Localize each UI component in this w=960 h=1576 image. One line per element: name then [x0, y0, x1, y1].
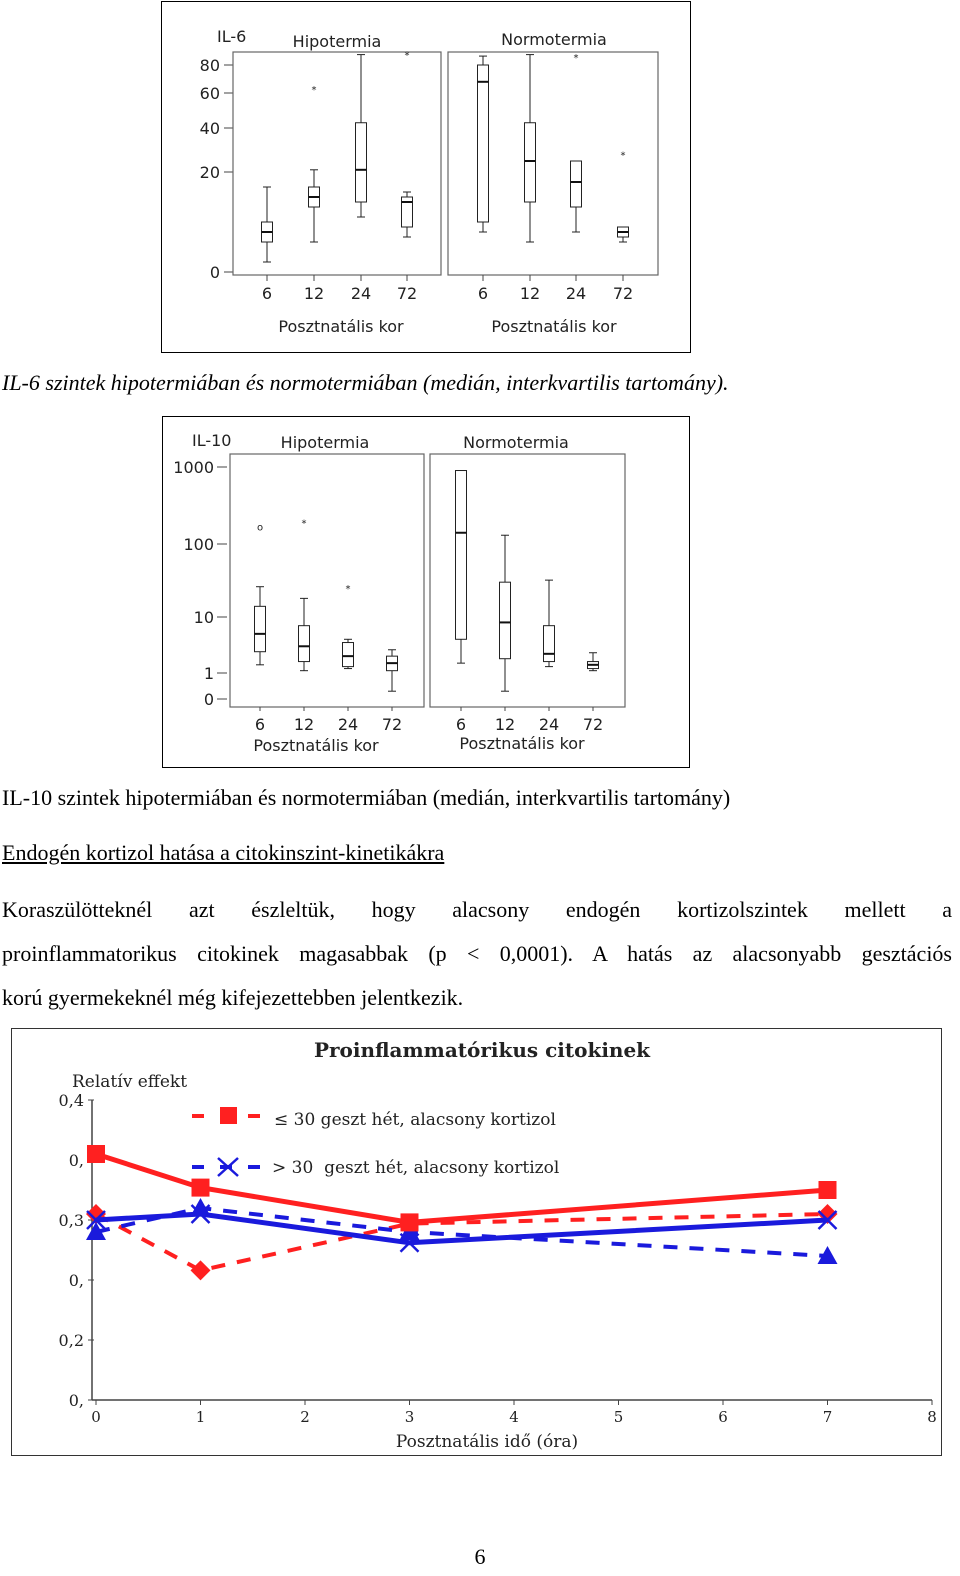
il6-y-axis: [200, 56, 233, 282]
chart-y-tick-label: 0,: [68, 1271, 84, 1290]
legend-square-red: [220, 1107, 237, 1124]
il10-normo-xlabel: Posztnatális kor: [459, 734, 585, 753]
il10-x-tick-label: 12: [494, 715, 516, 734]
il10-x-tick-label: 72: [381, 715, 403, 734]
chart-x-tick-label: 2: [300, 1408, 310, 1426]
il6-x-tick-label: 24: [565, 284, 587, 303]
chart-x-tick-label: 7: [822, 1408, 833, 1426]
il10-hipo-outlier: o: [256, 522, 264, 534]
il6-hipo-outlier: *: [311, 84, 317, 96]
il10-x-tick-label: 24: [337, 715, 359, 734]
il6-x-ticks: [262, 275, 633, 303]
legend-symbol-blue-x: [192, 1158, 264, 1176]
chart-y-tick-label: 0,4: [58, 1091, 84, 1110]
il10-y-axis: [173, 458, 227, 709]
il6-y-tick-label: 80: [199, 56, 220, 75]
paragraph-line-1: Koraszülötteknél azt észleltük, hogy alacsony endogén kortizolszintek mellett a: [2, 897, 952, 922]
il10-x-tick-label: 6: [455, 715, 467, 734]
il10-hipo-box: [343, 643, 354, 667]
series-marker-0: [87, 1145, 105, 1163]
il10-y-tick-label: 100: [183, 535, 214, 554]
il10-hipo-outlier: *: [345, 583, 351, 595]
chart-x-tick-label: 4: [509, 1408, 519, 1426]
chart-y-tick-label: 0,: [68, 1391, 84, 1410]
il6-x-tick-label: 6: [261, 284, 273, 303]
cytokine-line-chart: [11, 1028, 942, 1456]
il10-hipo-xlabel: Posztnatális kor: [253, 736, 379, 755]
legend-symbol-red-square: [192, 1107, 264, 1124]
il6-normo-box: [478, 65, 489, 222]
paragraph-line-2: proinflammatorikus citokinek magasabbak (p < 0,0001). A hatás az alacsonyabb gesztációs: [2, 941, 952, 966]
il6-boxplot-svg: [162, 2, 692, 354]
series-marker-0: [401, 1213, 419, 1231]
chart-x-tick-label: 1: [195, 1408, 206, 1426]
il6-y-tick-label: 60: [199, 84, 220, 103]
legend-label-gt30: > 30 geszt hét, alacsony kortizol: [272, 1158, 560, 1178]
il10-normo-box: [456, 471, 467, 640]
il6-x-tick-label: 72: [612, 284, 634, 303]
il10-x-tick-label: 72: [582, 715, 604, 734]
il6-normo-box: [525, 123, 536, 202]
il6-normo-boxes: [478, 53, 629, 242]
chart-x-tick-label: 5: [613, 1408, 624, 1426]
il10-normo-boxes: [456, 471, 599, 692]
il6-x-tick-label: 24: [350, 284, 372, 303]
il6-y-tick-label: 20: [199, 163, 220, 182]
il6-x-tick-label: 6: [477, 284, 489, 303]
il10-y-label: IL-10: [192, 431, 232, 450]
il6-x-tick-label: 12: [303, 284, 325, 303]
chart-title: Proinflammatórikus citokinek: [313, 1038, 651, 1062]
chart-xlabel: Posztnatális idő (óra): [395, 1432, 579, 1452]
il10-hipo-box: [255, 606, 266, 651]
il6-normo-outlier: *: [573, 52, 579, 64]
chart-x-tick-label: 8: [927, 1408, 937, 1426]
il10-hipo-box: [299, 626, 310, 662]
il10-x-ticks: [255, 707, 603, 734]
il6-figure-caption: IL-6 szintek hipotermiában és normotermiában (medián, interkvartilis tartomány).: [2, 370, 729, 395]
il6-x-tick-label: 12: [519, 284, 541, 303]
il10-x-tick-label: 12: [293, 715, 315, 734]
il10-hipo-outlier: *: [301, 518, 307, 530]
chart-y-tick-label: 0,2: [58, 1331, 84, 1350]
il6-normo-outlier: *: [620, 150, 626, 162]
il10-y-tick-label: 1: [203, 664, 214, 683]
chart-axes: [59, 1091, 937, 1426]
chart-y-tick-label: 0,3: [58, 1211, 84, 1230]
page-number: 6: [474, 1544, 486, 1569]
il6-hipo-outlier: *: [404, 50, 410, 62]
cytokine-chart-svg: [12, 1029, 943, 1457]
il6-y-tick-label: 0: [209, 263, 220, 282]
paragraph-line-3: korú gyermekeknél még kifejezettebben jelentkezik.: [2, 985, 464, 1010]
il6-normo-xlabel: Posztnatális kor: [491, 317, 617, 336]
il6-figure: [161, 1, 691, 353]
il10-boxplot-svg: [163, 417, 691, 769]
il10-x-tick-label: 24: [538, 715, 560, 734]
chart-ylabel: Relatív effekt: [72, 1072, 188, 1092]
body-paragraph: [2, 888, 952, 1020]
il10-figure: [162, 416, 690, 768]
series-marker-0: [819, 1181, 837, 1199]
il6-normo-title: Normotermia: [501, 30, 607, 49]
il6-normo-box: [571, 161, 582, 207]
chart-x-tick-label: 0: [91, 1408, 101, 1426]
il10-y-tick-label: 0: [203, 690, 214, 709]
il6-hipo-xlabel: Posztnatális kor: [278, 317, 404, 336]
il6-y-tick-label: 40: [199, 119, 220, 138]
series-marker-2: [191, 1260, 211, 1280]
series-marker-0: [192, 1179, 210, 1197]
il6-y-label: IL-6: [217, 27, 247, 46]
il6-hipo-title: Hipotermia: [292, 32, 382, 51]
il10-x-tick-label: 6: [254, 715, 266, 734]
chart-legend: [192, 1107, 559, 1178]
il10-y-tick-label: 10: [193, 608, 214, 627]
legend-label-le30: ≤ 30 geszt hét, alacsony kortizol: [274, 1110, 556, 1130]
il10-normo-box: [500, 582, 511, 659]
il6-hipo-box: [356, 123, 367, 202]
il6-x-tick-label: 72: [396, 284, 418, 303]
il10-normo-title: Normotermia: [463, 433, 569, 452]
il10-hipo-title: Hipotermia: [280, 433, 370, 452]
section-heading: Endogén kortizol hatása a citokinszint-kinetikákra: [2, 840, 445, 865]
chart-y-tick-label: 0,: [68, 1151, 84, 1170]
chart-x-tick-label: 6: [718, 1408, 728, 1426]
il10-hipo-boxes: [255, 519, 398, 692]
chart-x-tick-label: 3: [404, 1408, 415, 1426]
il10-figure-caption: IL-10 szintek hipotermiában és normotermiában (medián, interkvartilis tartomány): [2, 785, 731, 810]
il10-normo-box: [544, 626, 555, 662]
il10-y-tick-label: 1000: [173, 458, 214, 477]
il6-hipo-boxes: [262, 51, 413, 262]
